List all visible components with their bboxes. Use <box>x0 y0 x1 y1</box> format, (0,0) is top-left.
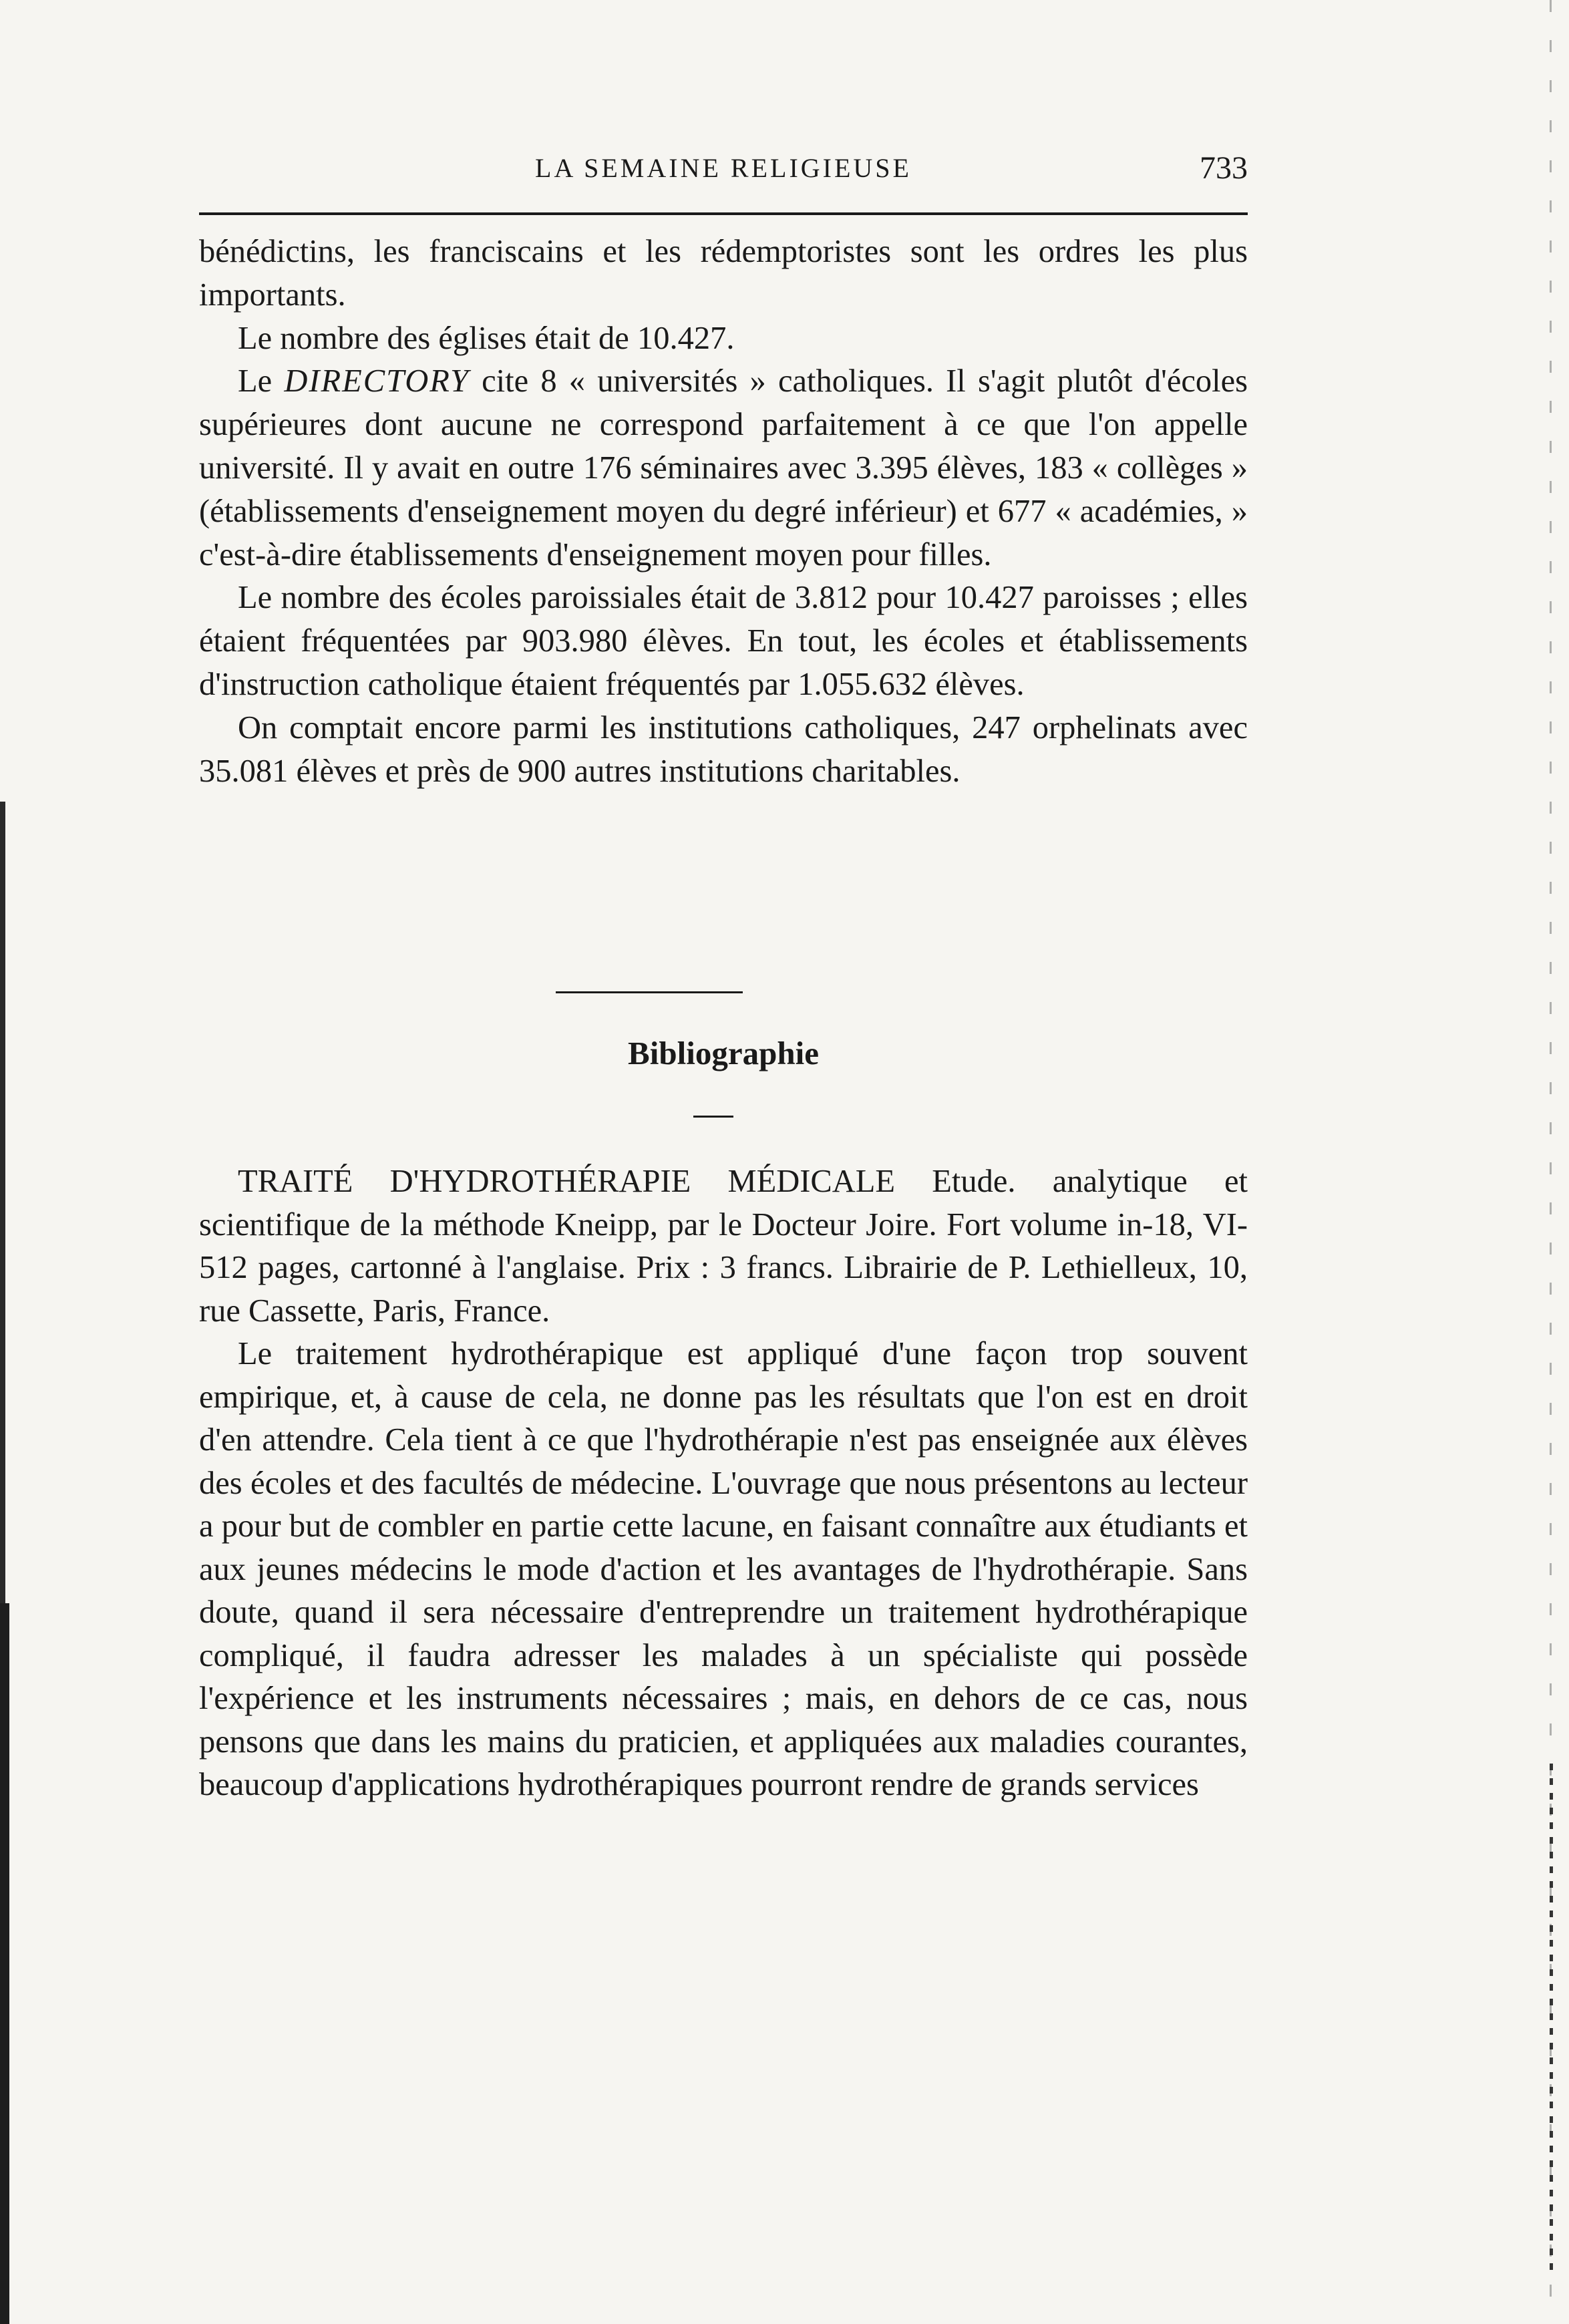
running-title: LA SEMAINE RELIGIEUSE <box>535 153 912 183</box>
paragraph-religious-orders: bénédictins, les franciscains et les rédemptoristes sont les ordres les plus importants. <box>199 234 1248 313</box>
paragraph-directory <box>199 360 1248 576</box>
bibliography-section <box>199 1160 1248 1807</box>
page-header <box>199 150 1248 196</box>
section-divider <box>556 991 743 993</box>
paragraph-parish-schools: Le nombre des écoles paroissiales était de 3.812 pour 10.427 paroisses ; elles étaient fréquentées par 903.980 élèves. En tout, les écoles et établissements d'instruction catholique étaient fréquentés par 1.055.632 élèves. <box>199 580 1248 702</box>
directory-lead: Le <box>238 363 285 399</box>
directory-text: cite 8 « universités » catholiques. Il s'agit plutôt d'écoles supérieures dont aucune ne correspond parfaitement à ce que l'on appelle université. Il y avait en outre 176 séminaires avec 3.395 élèves, 183 « collèges » (établissements d'enseignement moyen du degré inférieur) et 677 « académies, » c'est-à-dire établissements d'enseignement moyen pour filles. <box>199 363 1248 572</box>
heading-dash <box>693 1116 733 1118</box>
paragraph-orphanages: On comptait encore parmi les institutions catholiques, 247 orphelinats avec 35.081 élèves et près de 900 autres institutions charitables. <box>199 709 1248 789</box>
directory-title: DIRECTORY <box>284 363 470 399</box>
scan-left-edge-shadow <box>0 1603 9 2324</box>
header-rule <box>199 212 1248 215</box>
bibliography-entry: TRAITÉ D'HYDROTHÉRAPIE MÉDICALE Etude. analytique et scientifique de la méthode Kneipp, par le Docteur Joire. Fort volume in-18, VI-512 pages, cartonné à l'anglaise. Prix : 3 francs. Librairie de P. Lethielleux, 10, rue Cassette, Paris, France. <box>199 1164 1248 1329</box>
article-body <box>199 230 1248 793</box>
section-heading: Bibliographie <box>628 1035 819 1071</box>
bibliography-review: Le traitement hydrothérapique est appliqué d'une façon trop souvent empirique, et, à cause de cela, ne donne pas les résultats que l'on est en droit d'en attendre. Cela tient à ce que l'hydrothérapie n'est pas enseignée aux élèves des écoles et des facultés de médecine. L'ouvrage que nous présentons au lecteur a pour but de combler en partie cette lacune, en faisant connaître aux étudiants et aux jeunes médecins le mode d'action et les avantages de l'hydrothérapie. Sans doute, quand il sera nécessaire d'entreprendre un traitement hydrothérapique compliqué, il faudra adresser les malades à un spécialiste qui possède l'expérience et les instruments nécessaires ; mais, en dehors de ce cas, nous pensons que dans les mains du praticien, et appliquées aux maladies courantes, beaucoup d'applications hydrothérapiques pourront rendre de grands services <box>199 1336 1248 1802</box>
paragraph-churches: Le nombre des églises était de 10.427. <box>238 320 735 356</box>
scan-right-edge-marks <box>1550 1764 1553 2271</box>
page-number: 733 <box>1200 150 1248 186</box>
